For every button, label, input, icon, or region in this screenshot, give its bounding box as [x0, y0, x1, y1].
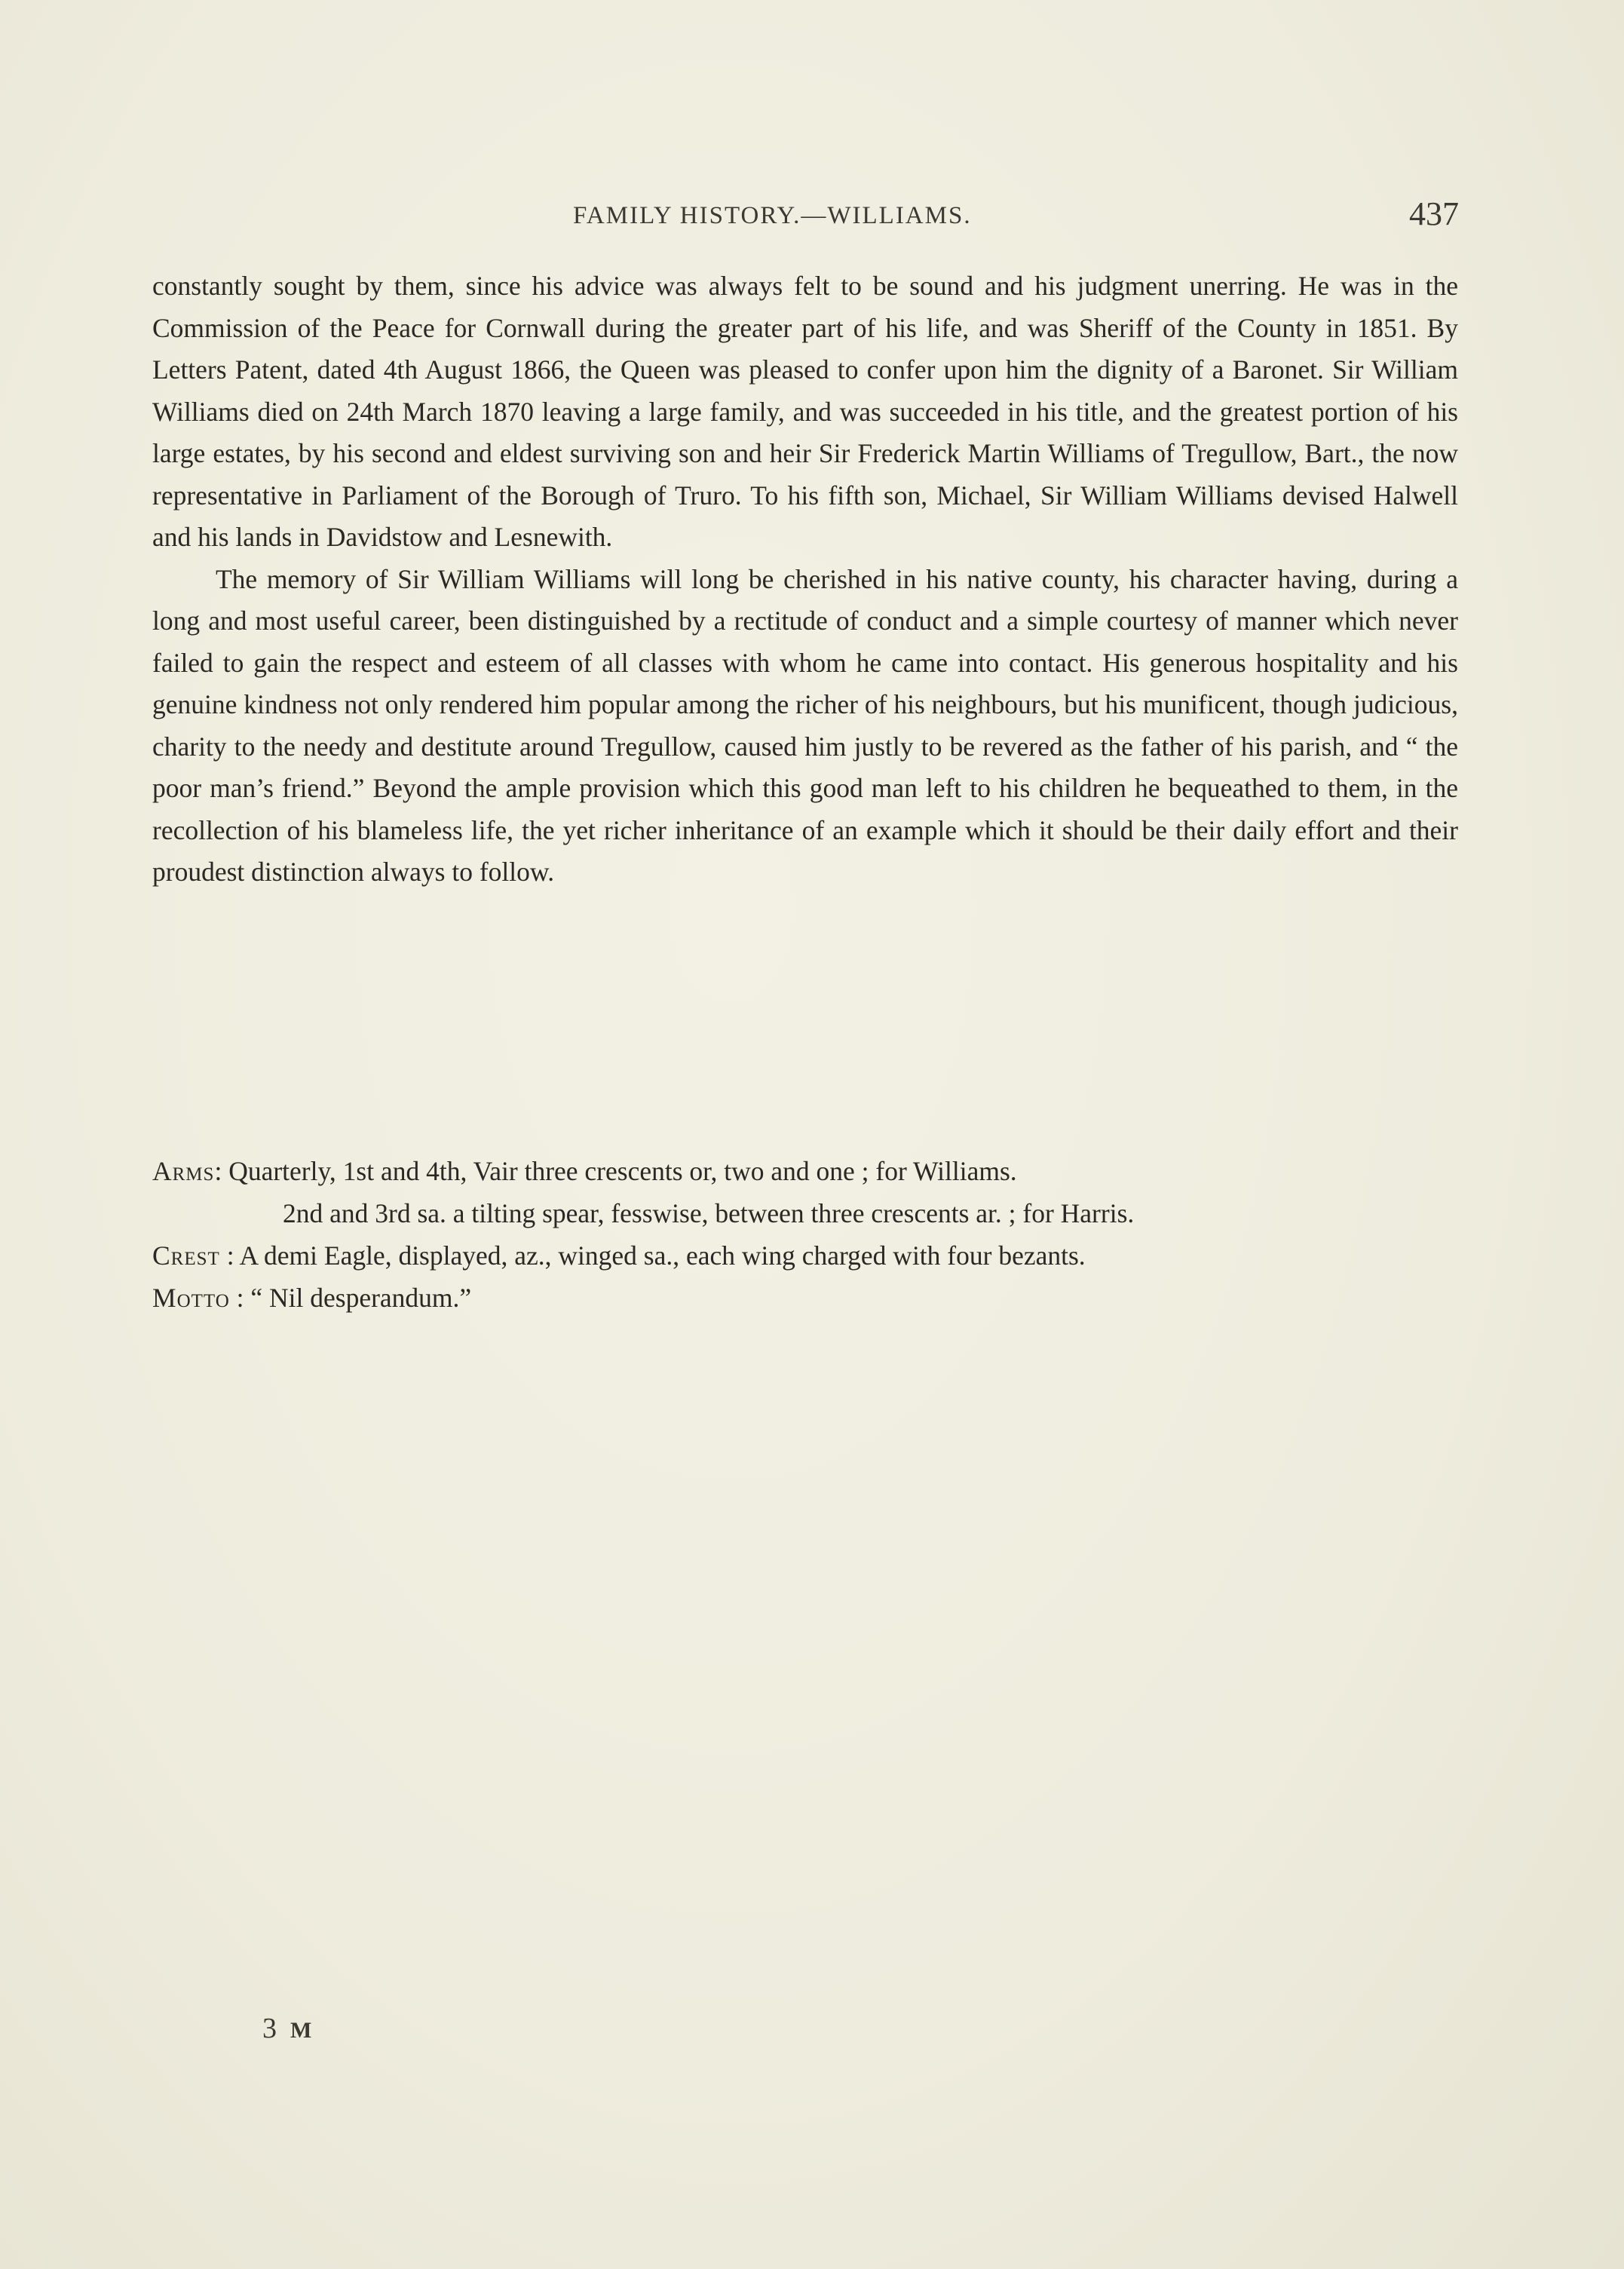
motto-text: “ Nil desperandum.” — [250, 1283, 472, 1313]
crest-colon: : — [219, 1240, 240, 1271]
signature-mark — [262, 2012, 314, 2045]
arms-line-continued — [152, 1192, 1458, 1234]
crest-line — [152, 1234, 1458, 1277]
running-title: FAMILY HISTORY.—WILLIAMS. — [573, 202, 972, 229]
crest-text: A demi Eagle, displayed, az., winged sa., each wing charged with four bezants. — [239, 1240, 1086, 1271]
motto-label: Motto — [152, 1283, 230, 1313]
motto-line — [152, 1277, 1458, 1319]
paragraph-2: The memory of Sir William Williams will long be cherished in his native county, his character having, during a long and most useful career, been distinguished by a rectitude of conduct and a simple courtesy of manner which never failed to gain the respect and esteem of all classes with whom he came into contact. His generous hospitality and his genuine kindness not only rendered him popular among the richer of his neighbours, but his munificent, though judicious, charity to the needy and destitute around Tregullow, caused him justly to be revered as the father of his parish, and “ the poor man’s friend.” Beyond the ample provision which this good man left to his children he bequeathed to them, in the recollection of his blameless life, the yet richer inheritance of an example which it should be their daily effort and their proudest distinction always to follow. — [152, 563, 1458, 887]
page-number: 437 — [1409, 195, 1459, 232]
arms-text: Quarterly, 1st and 4th, Vair three crescents or, two and one ; for Williams. — [228, 1156, 1017, 1186]
arms-text-2: 2nd and 3rd sa. a tilting spear, fesswise, between three crescents ar. ; for Harris. — [283, 1198, 1135, 1228]
paragraph-1: constantly sought by them, since his advice was always felt to be sound and his judgment unerring. He was in the Commission of the Peace for Cornwall during the greater part of his life, and was Sheriff of the County in 1851. By Letters Patent, dated 4th August 1866, the Queen was pleased to confer upon him the dignity of a Baronet. Sir William Williams died on 24th March 1870 leaving a large family, and was succeeded in his title, and the greatest portion of his large estates, by his second and eldest surviving son and heir Sir Frederick Martin Williams of Tregullow, Bart., the now representative in Parliament of the Borough of Truro. To his fifth son, Michael, Sir William Williams devised Halwell and his lands in Davidstow and Lesnewith. — [152, 271, 1458, 552]
crest-label: Crest — [152, 1240, 220, 1271]
arms-colon: : — [214, 1156, 229, 1186]
signature-letter: M — [290, 2018, 315, 2043]
body-text — [152, 265, 1458, 894]
page-header — [151, 195, 1459, 240]
motto-colon: : — [229, 1283, 251, 1313]
signature-number: 3 — [262, 2013, 280, 2044]
arms-line — [152, 1150, 1458, 1192]
heraldry-block — [152, 1150, 1458, 1319]
arms-label: Arms — [152, 1156, 215, 1186]
